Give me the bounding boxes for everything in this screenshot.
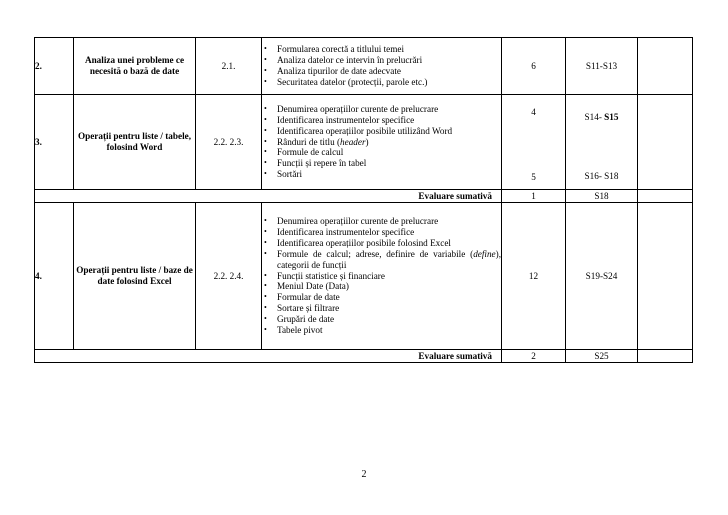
content-item	[262, 281, 501, 292]
row-number: 4.	[35, 203, 74, 350]
summative-label: Evaluare sumativă	[35, 350, 502, 363]
bullet-icon: •	[264, 44, 267, 54]
planning-table	[34, 37, 693, 363]
content-item-post: )	[365, 136, 369, 147]
content-list	[262, 44, 501, 88]
hours-second: 5	[531, 172, 536, 183]
competences: 2.2. 2.4.	[196, 203, 262, 350]
notes-cell	[638, 203, 693, 350]
table-row	[35, 203, 693, 350]
content-item	[262, 238, 501, 249]
content-item	[262, 147, 501, 158]
content-item-text: Identificarea instrumentelor specifice	[277, 114, 415, 125]
content-item-em: header	[340, 136, 366, 147]
bullet-icon: •	[264, 103, 267, 113]
summative-hours: 2	[502, 350, 566, 363]
table-row	[35, 38, 693, 95]
learning-unit: Operații pentru liste / tabele, folosind Word	[74, 95, 196, 190]
content-item-text: Formularea corectă a titlului temei	[277, 44, 405, 55]
content-cell	[262, 95, 502, 190]
content-item	[262, 314, 501, 325]
content-item	[262, 216, 501, 227]
bullet-icon: •	[264, 325, 267, 335]
summative-week: S25	[566, 350, 638, 363]
content-item	[262, 169, 501, 180]
content-item-text: Funcții statistice și financiare	[277, 270, 385, 281]
content-item-pre: Rânduri de titlu (	[277, 136, 341, 147]
content-item	[262, 66, 501, 77]
bullet-icon: •	[264, 125, 267, 135]
content-item	[262, 158, 501, 169]
bullet-icon: •	[264, 270, 267, 280]
content-item-text: Denumirea operațiilor curente de prelucrare	[277, 216, 439, 227]
hours: 6	[502, 38, 566, 95]
summative-row	[35, 350, 693, 363]
notes-cell	[638, 38, 693, 95]
bullet-icon: •	[264, 66, 267, 75]
content-item-text: Formule de calcul	[277, 147, 344, 158]
content-item-text: Tabele pivot	[277, 325, 323, 336]
row-number: 2.	[35, 38, 74, 95]
content-item-em: define	[473, 248, 496, 259]
week: S19-S24	[566, 203, 638, 350]
summative-row	[35, 190, 693, 203]
content-item	[262, 104, 501, 115]
summative-hours: 1	[502, 190, 566, 203]
content-item-text: Formular de date	[277, 292, 340, 303]
summative-label: Evaluare sumativă	[35, 190, 502, 203]
bullet-icon: •	[264, 248, 267, 258]
content-item	[262, 227, 501, 238]
row-number: 3.	[35, 95, 74, 190]
table-row	[35, 95, 693, 190]
bullet-icon: •	[264, 114, 267, 124]
content-item-text: Funcții și repere în tabel	[277, 158, 367, 169]
content-item-pre: Formule de calcul; adrese, definire de variabile (	[277, 248, 474, 259]
learning-unit: Operații pentru liste / baze de date folosind Excel	[74, 203, 196, 350]
bullet-icon: •	[264, 136, 267, 146]
content-item-text: Sortări	[277, 169, 303, 180]
content-item	[262, 249, 501, 271]
content-item	[262, 271, 501, 282]
competences: 2.2. 2.3.	[196, 95, 262, 190]
content-item-text: Analiza datelor ce intervin în prelucrări	[277, 55, 423, 66]
learning-unit: Analiza unei probleme ce necesită o bază de date	[74, 38, 196, 95]
content-item	[262, 303, 501, 314]
content-item-text: Identificarea operațiilor posibile utilizând Word	[277, 125, 453, 136]
notes-cell	[638, 95, 693, 190]
bullet-icon: •	[264, 169, 267, 179]
hours-cell	[502, 95, 566, 190]
bullet-icon: •	[264, 216, 267, 226]
bullet-icon: •	[264, 314, 267, 324]
page-number: 2	[361, 469, 367, 480]
content-item	[262, 77, 501, 88]
bullet-icon: •	[264, 237, 267, 247]
content-item	[262, 126, 501, 137]
bullet-icon: •	[264, 158, 267, 168]
bullet-icon: •	[264, 55, 267, 65]
week-cell	[566, 95, 638, 190]
content-list	[262, 104, 501, 180]
content-item	[262, 55, 501, 66]
bullet-icon: •	[264, 292, 267, 302]
content-item-post: ), categorii de funcții	[277, 248, 501, 270]
week-first-text: S14-	[584, 112, 605, 122]
hours-first: 4	[531, 107, 536, 117]
notes-cell	[638, 350, 693, 363]
week-first	[566, 112, 637, 123]
bullet-icon: •	[264, 226, 267, 236]
content-item	[262, 325, 501, 336]
content-cell	[262, 203, 502, 350]
content-item	[262, 292, 501, 303]
summative-week: S18	[566, 190, 638, 203]
bullet-icon: •	[264, 147, 267, 157]
content-list	[262, 216, 501, 336]
content-item-text: Identificarea operațiilor posibile folosind Excel	[277, 237, 451, 248]
hours: 12	[502, 203, 566, 350]
bullet-icon: •	[264, 303, 267, 313]
content-item-text: Grupări de date	[277, 314, 335, 325]
bullet-icon: •	[264, 281, 267, 291]
content-item-text: Sortare și filtrare	[277, 303, 340, 314]
week-second: S16- S18	[584, 171, 619, 182]
content-item	[262, 115, 501, 126]
notes-cell	[638, 190, 693, 203]
content-cell	[262, 38, 502, 95]
week: S11-S13	[566, 38, 638, 95]
content-item-text: Meniul Date (Data)	[277, 281, 349, 292]
content-item-text: Denumirea operațiilor curente de prelucrare	[277, 103, 439, 114]
week-first-bold: S15	[604, 112, 619, 122]
content-item	[262, 137, 501, 148]
competences: 2.1.	[196, 38, 262, 95]
content-item-text: Analiza tipurilor de date adecvate	[277, 66, 401, 76]
content-item-text: Securitatea datelor (protecții, parole etc.)	[277, 76, 428, 87]
bullet-icon: •	[264, 76, 267, 86]
content-item-text: Identificarea instrumentelor specifice	[277, 226, 415, 237]
content-item	[262, 44, 501, 55]
